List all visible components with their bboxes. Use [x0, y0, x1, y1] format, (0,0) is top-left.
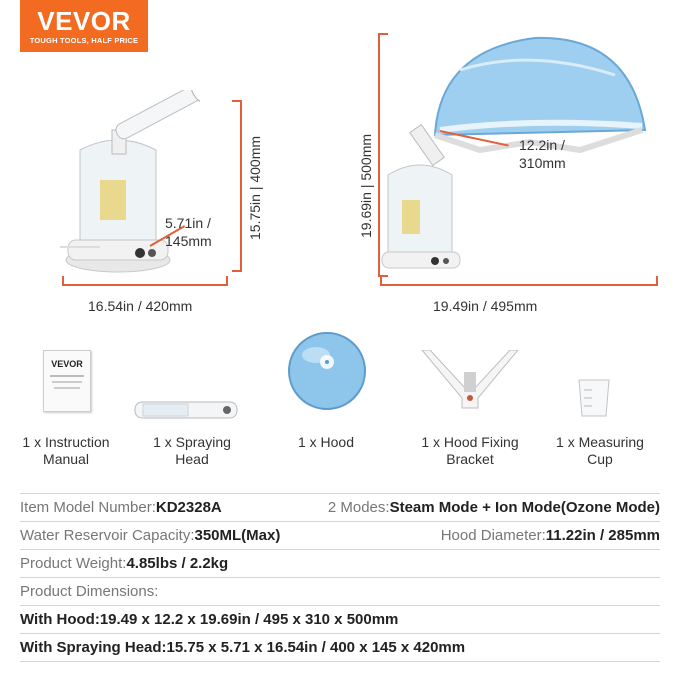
- measuring-cup-icon: [576, 378, 612, 418]
- left-width-cap-right: [226, 276, 228, 286]
- spec-row-dimensions-label: [20, 577, 660, 605]
- bracket-icon: [420, 350, 520, 412]
- logo-brand: VEVOR: [37, 5, 131, 36]
- spec-row-with-hood: [20, 605, 660, 633]
- left-height-cap-bottom: [232, 270, 242, 272]
- spec-table-bottom-border: [20, 661, 660, 662]
- left-width-label: 16.54in / 420mm: [88, 298, 193, 314]
- model-value: KD2328A: [155, 499, 222, 516]
- accessory-label-measuring-cup: 1 x Measuring Cup: [556, 434, 644, 467]
- spec-row-weight: [20, 549, 660, 577]
- accessory-label-manual: 1 x Instruction Manual: [22, 434, 110, 467]
- weight-label: Product Weight:: [20, 555, 127, 572]
- right-width-cap-right: [656, 276, 658, 286]
- dimensions-label: Product Dimensions:: [20, 583, 159, 600]
- left-depth-label: 5.71in / 145mm: [165, 215, 212, 249]
- right-height-label: 19.69in | 500mm: [358, 133, 374, 238]
- model-label: Item Model Number:: [20, 499, 156, 516]
- spec-row-model-modes: [20, 493, 660, 521]
- vevor-logo: [20, 0, 148, 52]
- right-width-label: 19.49in / 495mm: [433, 298, 538, 314]
- left-height-label: 15.75in | 400mm: [247, 135, 263, 240]
- hood-icon: [286, 330, 368, 412]
- left-width-cap-left: [62, 276, 64, 286]
- with-spraying-head-dimensions: With Spraying Head:15.75 x 5.71 x 16.54in / 400 x 145 x 420mm: [20, 639, 466, 656]
- weight-value: 4.85lbs / 2.2kg: [126, 555, 229, 572]
- steamer-with-spraying-head-image: [60, 90, 200, 280]
- hood-diameter-label: Hood Diameter:: [440, 527, 546, 544]
- left-height-cap-top: [232, 100, 242, 102]
- right-width-cap-left: [380, 276, 382, 286]
- spec-row-capacity-diameter: [20, 521, 660, 549]
- spec-row-with-spraying-head: [20, 633, 660, 661]
- right-height-line: [378, 33, 380, 277]
- accessory-label-bracket: 1 x Hood Fixing Bracket: [421, 434, 519, 467]
- spraying-head-icon: [133, 398, 243, 422]
- right-height-cap-top: [378, 33, 388, 35]
- left-width-line: [62, 284, 228, 286]
- power-cord: [60, 246, 100, 248]
- accessory-label-spraying-head: 1 x Spraying Head: [153, 434, 231, 467]
- accessory-label-hood: 1 x Hood: [297, 434, 355, 450]
- hood-diameter-value: 11.22in / 285mm: [545, 527, 660, 544]
- capacity-value: 350ML(Max): [194, 527, 281, 544]
- capacity-label: Water Reservoir Capacity:: [20, 527, 195, 544]
- left-height-line: [240, 100, 242, 272]
- right-width-line: [380, 284, 658, 286]
- manual-brand: VEVOR: [51, 359, 83, 369]
- manual-icon: [43, 350, 91, 412]
- modes-label: 2 Modes:: [327, 499, 390, 516]
- logo-tagline: TOUGH TOOLS, HALF PRICE: [29, 35, 139, 45]
- modes-value: Steam Mode + Ion Mode(Ozone Mode): [389, 499, 660, 516]
- with-hood-dimensions: With Hood:19.49 x 12.2 x 19.69in / 495 x 310 x 500mm: [20, 611, 399, 628]
- right-hood-label: 12.2in / 310mm: [519, 137, 566, 171]
